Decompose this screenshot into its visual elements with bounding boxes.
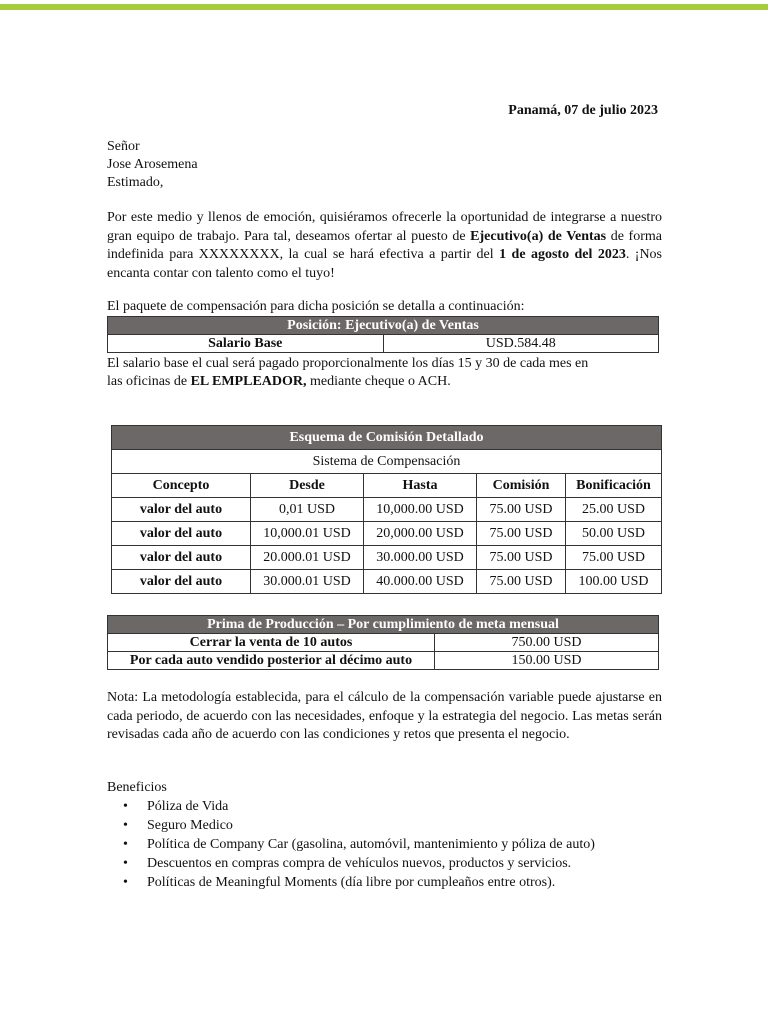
benefit-text: Póliza de Vida	[147, 799, 229, 814]
salary-note-line-2-end: mediante cheque o ACH.	[306, 374, 451, 389]
intro-text-2: de forma indefinida para XXXXXXXX, la cual se hará efectiva a partir del	[107, 228, 662, 262]
table-cell: 750.00 USD	[435, 634, 659, 652]
list-item	[107, 873, 595, 892]
salutation: Señor	[107, 139, 140, 154]
list-item	[107, 854, 595, 873]
list-item	[107, 797, 595, 816]
table-cell: 75.00 USD	[566, 546, 662, 570]
table-cell: valor del auto	[112, 498, 251, 522]
table-cell: valor del auto	[112, 546, 251, 570]
intro-paragraph	[107, 209, 662, 283]
table-cell: 10,000.01 USD	[251, 522, 364, 546]
commission-table-title: Esquema de Comisión Detallado	[112, 426, 662, 450]
production-table-header: Prima de Producción – Por cumplimiento de meta mensual	[108, 616, 659, 634]
column-header: Concepto	[112, 474, 251, 498]
table-cell: 25.00 USD	[566, 498, 662, 522]
table-cell: 150.00 USD	[435, 652, 659, 670]
salary-note-line-1: El salario base el cual será pagado proporcionalmente los días 15 y 30 de cada mes en	[107, 356, 589, 371]
recipient-name: Jose Arosemena	[107, 157, 198, 172]
greeting-block	[107, 138, 198, 192]
salary-label: Salario Base	[108, 335, 384, 353]
table-row	[112, 522, 662, 546]
benefits-section	[107, 778, 595, 892]
job-title: Ejecutivo(a) de Ventas	[470, 228, 607, 244]
table-cell: 40.000.00 USD	[364, 570, 477, 594]
table-cell: 50.00 USD	[566, 522, 662, 546]
table-row	[112, 570, 662, 594]
letter-date: Panamá, 07 de julio 2023	[508, 103, 658, 118]
intro-text-1: Por este medio y llenos de emoción, quisiéramos ofrecerle la oportunidad de integrarse a nuestro gran equipo de trabajo. Para tal, deseamos ofertar al puesto de	[107, 210, 662, 244]
table-cell: valor del auto	[112, 570, 251, 594]
table-cell: 30.000.01 USD	[251, 570, 364, 594]
position-table-header: Posición: Ejecutivo(a) de Ventas	[108, 317, 659, 335]
accent-bar	[0, 4, 768, 10]
benefit-text: Seguro Medico	[147, 818, 233, 833]
column-header: Bonificación	[566, 474, 662, 498]
salary-note	[107, 355, 588, 391]
table-cell: 30.000.00 USD	[364, 546, 477, 570]
opening: Estimado,	[107, 175, 164, 190]
bullet-icon: •	[123, 837, 128, 852]
table-row	[112, 498, 662, 522]
table-row	[108, 652, 659, 670]
bullet-icon: •	[123, 875, 128, 890]
bullet-icon: •	[123, 799, 128, 814]
table-cell: 75.00 USD	[477, 498, 566, 522]
bullet-icon: •	[123, 818, 128, 833]
table-cell: 100.00 USD	[566, 570, 662, 594]
table-cell: Cerrar la venta de 10 autos	[108, 634, 435, 652]
benefits-title: Beneficios	[107, 780, 167, 795]
table-cell: 20,000.00 USD	[364, 522, 477, 546]
benefit-text: Política de Company Car (gasolina, automóvil, mantenimiento y póliza de auto)	[147, 837, 595, 852]
salary-value: USD.584.48	[383, 335, 659, 353]
bullet-icon: •	[123, 856, 128, 871]
table-cell: Por cada auto vendido posterior al décimo auto	[108, 652, 435, 670]
table-cell: 75.00 USD	[477, 570, 566, 594]
table-cell: 20.000.01 USD	[251, 546, 364, 570]
table-cell: valor del auto	[112, 522, 251, 546]
benefit-text: Políticas de Meaningful Moments (día libre por cumpleaños entre otros).	[147, 875, 556, 890]
table-cell: 0,01 USD	[251, 498, 364, 522]
list-item	[107, 835, 595, 854]
employer-label: EL EMPLEADOR,	[190, 374, 307, 389]
table-row	[108, 634, 659, 652]
start-date: 1 de agosto del 2023	[499, 247, 626, 262]
table-cell: 75.00 USD	[477, 546, 566, 570]
benefits-list	[107, 797, 595, 892]
column-header: Comisión	[477, 474, 566, 498]
position-table	[107, 316, 659, 353]
intro-text-3: . ¡Nos encanta contar con talento como el tuyo!	[107, 247, 662, 281]
table-cell: 75.00 USD	[477, 522, 566, 546]
commission-table-subtitle: Sistema de Compensación	[112, 450, 662, 474]
column-header: Hasta	[364, 474, 477, 498]
salary-note-line-2: las oficinas de	[107, 374, 191, 389]
commission-header-row	[112, 474, 662, 498]
note-paragraph: Nota: La metodología establecida, para el cálculo de la compensación variable puede ajustarse en cada periodo, de acuerdo con las necesidades, enfoque y la estrategia del negocio. Las metas serán revisadas cada año de acuerdo con las condiciones y retos que presenta el negocio.	[107, 690, 662, 742]
compensation-intro: El paquete de compensación para dicha posición se detalla a continuación:	[107, 299, 525, 314]
list-item	[107, 816, 595, 835]
table-row	[112, 546, 662, 570]
commission-table	[111, 425, 662, 594]
production-bonus-table	[107, 615, 659, 670]
column-header: Desde	[251, 474, 364, 498]
table-cell: 10,000.00 USD	[364, 498, 477, 522]
benefit-text: Descuentos en compras compra de vehículos nuevos, productos y servicios.	[147, 856, 572, 871]
